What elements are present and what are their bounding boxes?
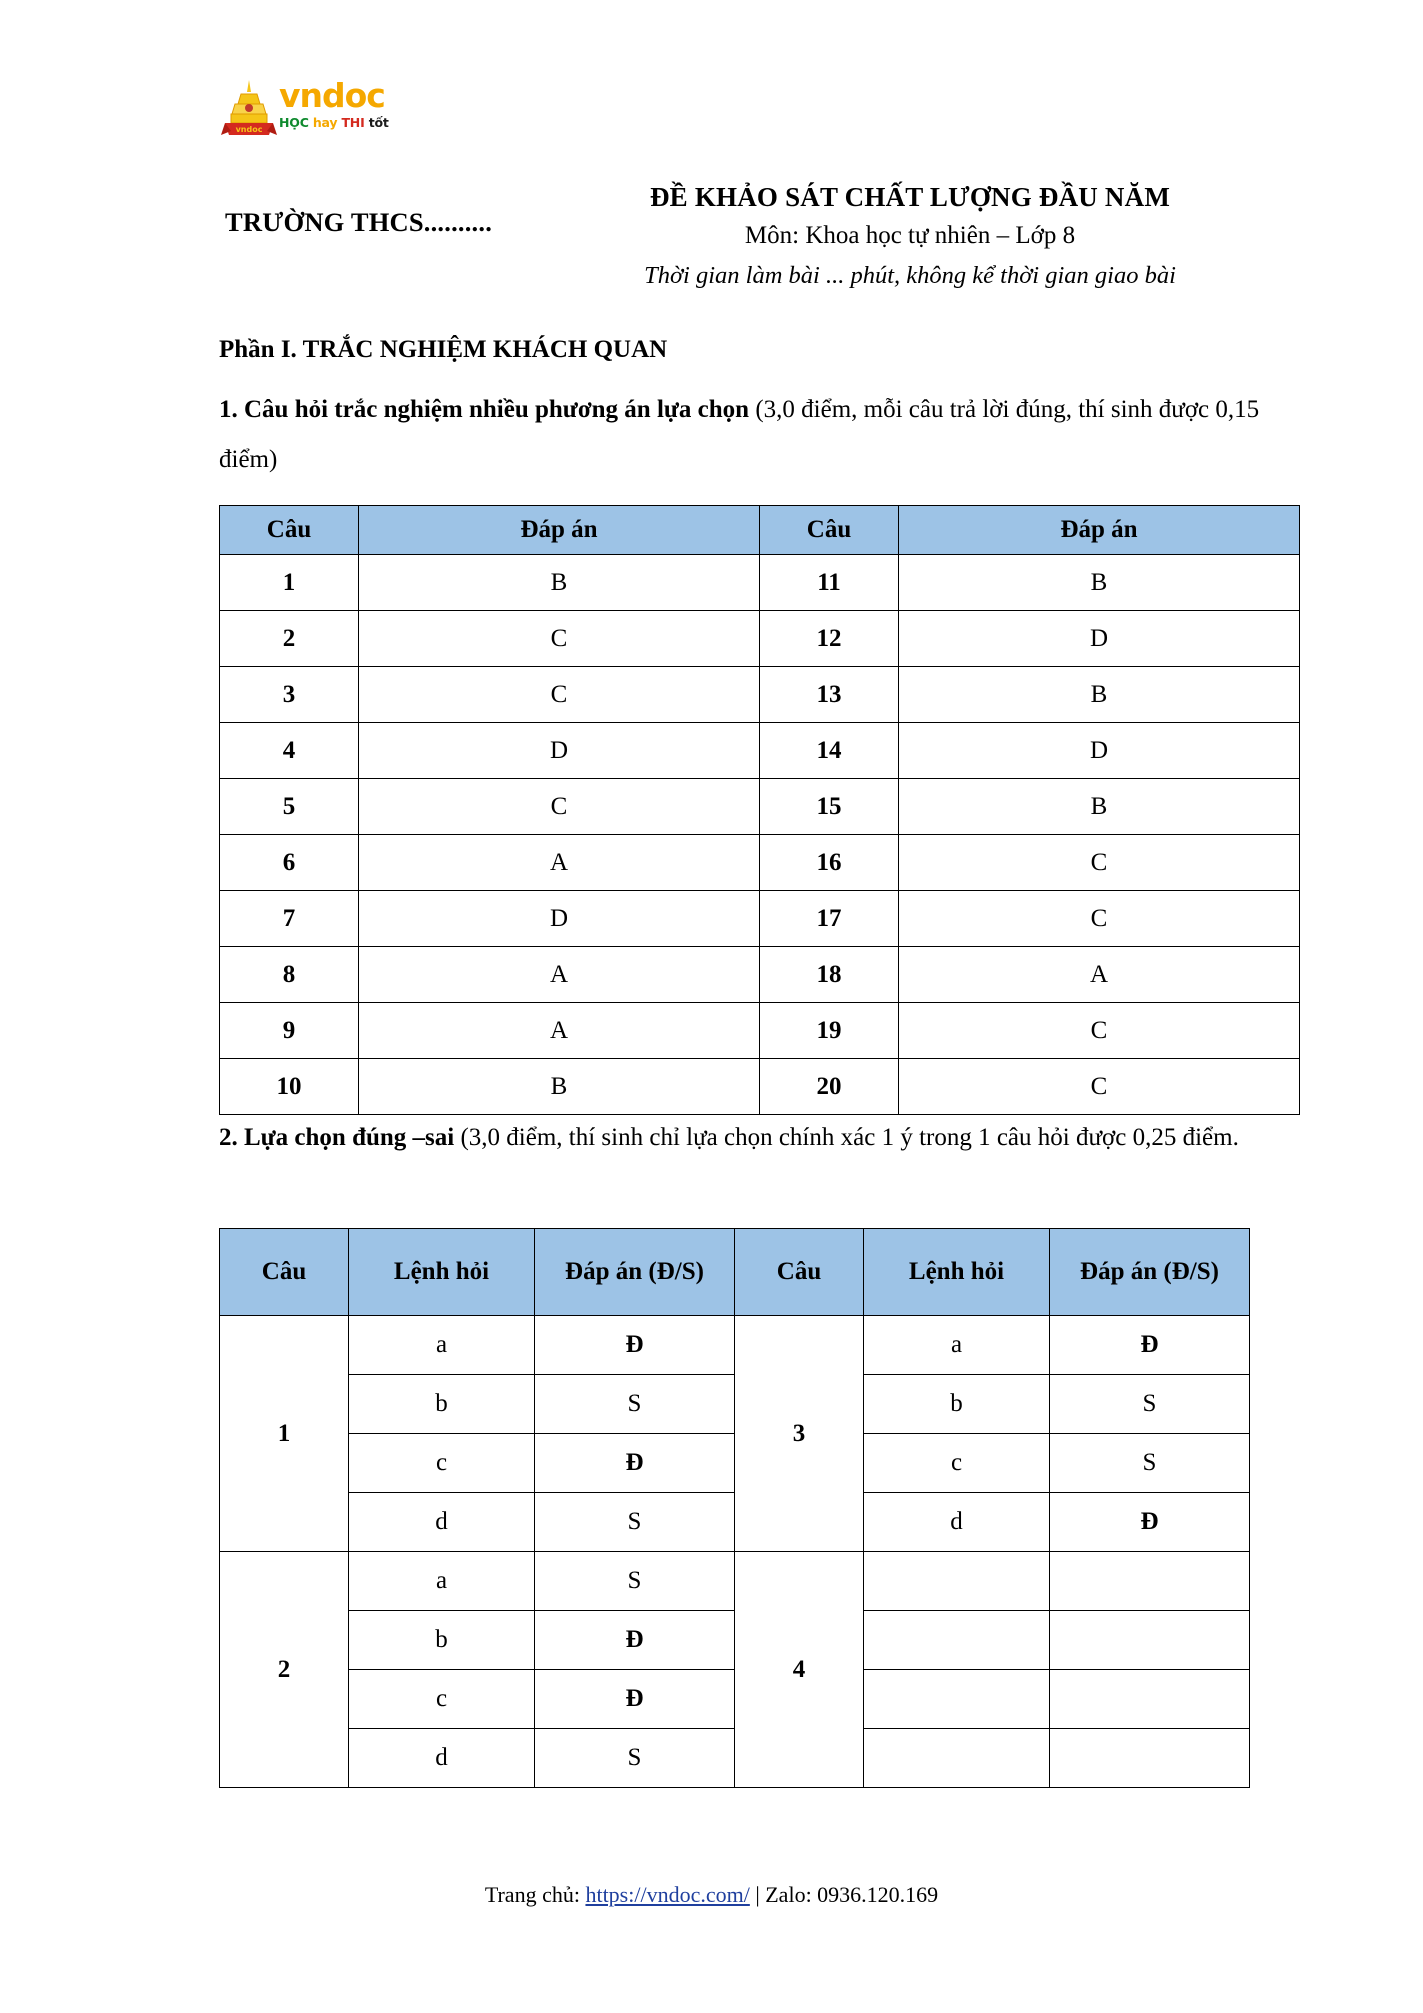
multiple-choice-answer-table: [219, 505, 1300, 1115]
cell-answer-left: B: [359, 555, 760, 611]
cell-prompt-right: [864, 1611, 1050, 1670]
temple-logo-icon: [219, 78, 279, 136]
section2-heading: [219, 1113, 1284, 1163]
footer-link[interactable]: https://vndoc.com/: [585, 1882, 750, 1907]
cell-answer-right: C: [899, 891, 1300, 947]
cell-question-right: 20: [760, 1059, 899, 1115]
section1-heading: [219, 385, 1279, 485]
cell-question-left: 7: [220, 891, 359, 947]
cell-answer-right: B: [899, 667, 1300, 723]
header-dapan-left: Đáp án (Đ/S): [535, 1229, 735, 1316]
cell-answer-left: D: [359, 723, 760, 779]
table-row: [220, 1316, 1250, 1375]
cell-question-left: 6: [220, 835, 359, 891]
cell-answer-right: [1050, 1670, 1250, 1729]
cell-answer-left: Đ: [535, 1316, 735, 1375]
table-header-row: [220, 506, 1300, 555]
header-lenhhoi-right: Lệnh hỏi: [864, 1229, 1050, 1316]
cell-answer-left: D: [359, 891, 760, 947]
footer-suffix: | Zalo: 0936.120.169: [749, 1882, 939, 1907]
logo-tag-thi: THI: [341, 115, 365, 130]
cell-prompt-right: d: [864, 1493, 1050, 1552]
cell-answer-left: A: [359, 947, 760, 1003]
exam-title: ĐỀ KHẢO SÁT CHẤT LƯỢNG ĐẦU NĂM: [649, 182, 1171, 212]
cell-answer-right: [1050, 1552, 1250, 1611]
cell-prompt-left: c: [349, 1670, 535, 1729]
cell-answer-left: Đ: [535, 1670, 735, 1729]
header-cau-right: Câu: [735, 1229, 864, 1316]
section1-heading-note: (3,0 điểm, mỗi câu trả lời đúng, thí sinh được 0,15 điểm): [219, 396, 1260, 473]
cell-prompt-left: d: [349, 1729, 535, 1788]
vndoc-logo[interactable]: [219, 78, 404, 140]
cell-question-right: 13: [760, 667, 899, 723]
table-row: [220, 1003, 1300, 1059]
table-row: [220, 667, 1300, 723]
section1-heading-bold: 1. Câu hỏi trắc nghiệm nhiều phương án lựa chọn: [219, 396, 750, 423]
cell-prompt-left: b: [349, 1375, 535, 1434]
cell-answer-left: S: [535, 1729, 735, 1788]
cell-prompt-left: a: [349, 1552, 535, 1611]
footer-prefix: Trang chủ:: [484, 1882, 586, 1907]
cell-prompt-left: c: [349, 1434, 535, 1493]
cell-prompt-right: b: [864, 1375, 1050, 1434]
cell-question-left: 9: [220, 1003, 359, 1059]
cell-prompt-right: c: [864, 1434, 1050, 1493]
logo-tagline: [279, 115, 389, 130]
table-row: [220, 723, 1300, 779]
logo-wordmark: [279, 78, 404, 132]
table-row: [220, 555, 1300, 611]
cell-question-left: 8: [220, 947, 359, 1003]
true-false-answer-table: [219, 1228, 1250, 1788]
logo-word: vndoc: [279, 76, 385, 115]
section2-heading-note: (3,0 điểm, thí sinh chỉ lựa chọn chính xác 1 ý trong 1 câu hỏi được 0,25 điểm.: [454, 1124, 1239, 1151]
cell-answer-right: Đ: [1050, 1316, 1250, 1375]
cell-answer-left: C: [359, 779, 760, 835]
cell-question-right: 18: [760, 947, 899, 1003]
cell-prompt-left: b: [349, 1611, 535, 1670]
true-false-table-body: [220, 1316, 1250, 1788]
cell-answer-left: C: [359, 667, 760, 723]
header-lenhhoi-left: Lệnh hỏi: [349, 1229, 535, 1316]
cell-answer-right: S: [1050, 1375, 1250, 1434]
cell-prompt-right: [864, 1552, 1050, 1611]
cell-question-right: 16: [760, 835, 899, 891]
cell-question-left: 1: [220, 555, 359, 611]
school-name: TRƯỜNG THCS..........: [225, 207, 493, 237]
cell-question-left: 10: [220, 1059, 359, 1115]
table-row: [220, 1552, 1250, 1611]
header-cau-right: Câu: [760, 506, 899, 555]
table-row: [220, 611, 1300, 667]
cell-question-right: 14: [760, 723, 899, 779]
cell-answer-right: D: [899, 611, 1300, 667]
logo-tag-tot: tốt: [368, 115, 389, 130]
cell-answer-left: S: [535, 1375, 735, 1434]
cell-answer-right: Đ: [1050, 1493, 1250, 1552]
cell-question-right: 3: [735, 1316, 864, 1552]
svg-text:vndoc: vndoc: [235, 125, 263, 134]
table-row: [220, 891, 1300, 947]
section2-heading-bold: 2. Lựa chọn đúng –sai: [219, 1124, 455, 1151]
cell-answer-right: B: [899, 779, 1300, 835]
cell-question-right: 4: [735, 1552, 864, 1788]
page-footer: [0, 1882, 1423, 1908]
cell-question-left: 1: [220, 1316, 349, 1552]
logo-tag-hay: hay: [312, 115, 338, 130]
table-row: [220, 1059, 1300, 1115]
cell-answer-right: [1050, 1729, 1250, 1788]
cell-answer-right: A: [899, 947, 1300, 1003]
cell-answer-right: D: [899, 723, 1300, 779]
cell-prompt-right: [864, 1670, 1050, 1729]
header-cau-left: Câu: [220, 1229, 349, 1316]
cell-answer-left: Đ: [535, 1611, 735, 1670]
header-dapan-right: Đáp án: [899, 506, 1300, 555]
part1-heading: Phần I. TRẮC NGHIỆM KHÁCH QUAN: [219, 336, 668, 363]
table-row: [220, 947, 1300, 1003]
cell-answer-right: [1050, 1611, 1250, 1670]
cell-prompt-right: [864, 1729, 1050, 1788]
table-row: [220, 779, 1300, 835]
cell-question-left: 2: [220, 611, 359, 667]
cell-answer-left: S: [535, 1493, 735, 1552]
answer-table-body: [220, 555, 1300, 1115]
cell-question-right: 12: [760, 611, 899, 667]
cell-question-left: 4: [220, 723, 359, 779]
table-header-row: [220, 1229, 1250, 1316]
cell-answer-right: C: [899, 1059, 1300, 1115]
cell-answer-left: S: [535, 1552, 735, 1611]
cell-answer-left: B: [359, 1059, 760, 1115]
cell-answer-right: C: [899, 835, 1300, 891]
cell-answer-left: Đ: [535, 1434, 735, 1493]
cell-question-right: 19: [760, 1003, 899, 1059]
cell-prompt-left: d: [349, 1493, 535, 1552]
exam-subject: Môn: Khoa học tự nhiên – Lớp 8: [744, 222, 1076, 249]
cell-answer-right: B: [899, 555, 1300, 611]
header-cau-left: Câu: [220, 506, 359, 555]
cell-question-right: 11: [760, 555, 899, 611]
cell-prompt-left: a: [349, 1316, 535, 1375]
cell-answer-left: A: [359, 1003, 760, 1059]
cell-answer-right: S: [1050, 1434, 1250, 1493]
logo-tag-hoc: HỌC: [279, 115, 309, 130]
header-dapan-left: Đáp án: [359, 506, 760, 555]
exam-duration: Thời gian làm bài ... phút, không kể thời gian giao bài: [644, 262, 1176, 289]
cell-answer-left: C: [359, 611, 760, 667]
header-dapan-right: Đáp án (Đ/S): [1050, 1229, 1250, 1316]
cell-question-left: 5: [220, 779, 359, 835]
cell-question-left: 3: [220, 667, 359, 723]
cell-question-right: 15: [760, 779, 899, 835]
table-row: [220, 835, 1300, 891]
cell-question-left: 2: [220, 1552, 349, 1788]
cell-question-right: 17: [760, 891, 899, 947]
cell-answer-left: A: [359, 835, 760, 891]
cell-answer-right: C: [899, 1003, 1300, 1059]
cell-prompt-right: a: [864, 1316, 1050, 1375]
